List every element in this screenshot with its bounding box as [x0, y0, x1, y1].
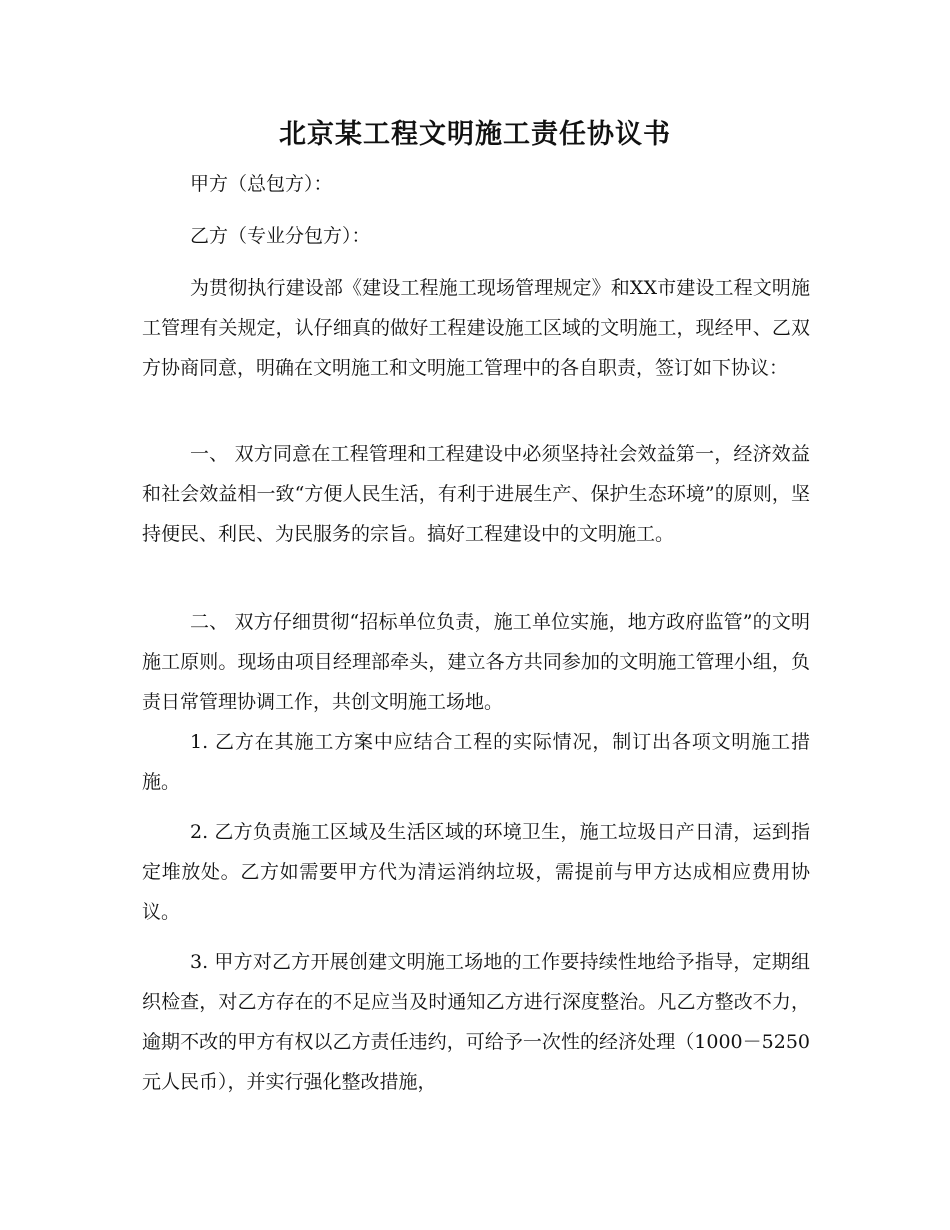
document-title: 北京某工程文明施工责任协议书	[279, 119, 671, 150]
party-a-line: 甲方（总包方）：	[190, 173, 333, 195]
sub-clause-paragraph: 2. 乙方负责施工区域及生活区域的环境卫生，施工垃圾日产日清，运到指定堆放处。乙方如需要甲方代为清运消纳垃圾，需提前与甲方达成相应费用协议。	[142, 821, 810, 923]
clause-paragraph: 二、 双方仔细贯彻“招标单位负责，施工单位实施，地方政府监管”的文明施工原则。现场由项目经理部牵头，建立各方共同参加的文明施工管理小组，负责日常管理协调工作，共创文明施工场地。	[142, 611, 810, 713]
sub-clause-paragraph: 3. 甲方对乙方开展创建文明施工场地的工作要持续性地给予指导，定期组织检查，对乙方存在的不足应当及时通知乙方进行深度整治。凡乙方整改不力，逾期不改的甲方有权以乙方责任违约，可给予一次性的经济处理（1000－5250元人民币），并实行强化整改措施，	[142, 951, 810, 1093]
intro-paragraph: 为贯彻执行建设部《建设工程施工现场管理规定》和XX市建设工程文明施工管理有关规定，认仔细真的做好工程建设施工区域的文明施工，现经甲、乙双方协商同意，明确在文明施工和文明施工管理中的各自职责，签订如下协议：	[142, 277, 810, 379]
clause-paragraph: 一、 双方同意在工程管理和工程建设中必须坚持社会效益第一，经济效益和社会效益相一致“方便人民生活，有利于进展生产、保护生态环境”的原则，坚持便民、利民、为民服务的宗旨。搞好工程建设中的文明施工。	[142, 443, 810, 545]
sub-clause-paragraph: 1. 乙方在其施工方案中应结合工程的实际情况，制订出各项文明施工措施。	[142, 731, 810, 793]
party-b-line: 乙方（专业分包方）：	[190, 225, 371, 247]
